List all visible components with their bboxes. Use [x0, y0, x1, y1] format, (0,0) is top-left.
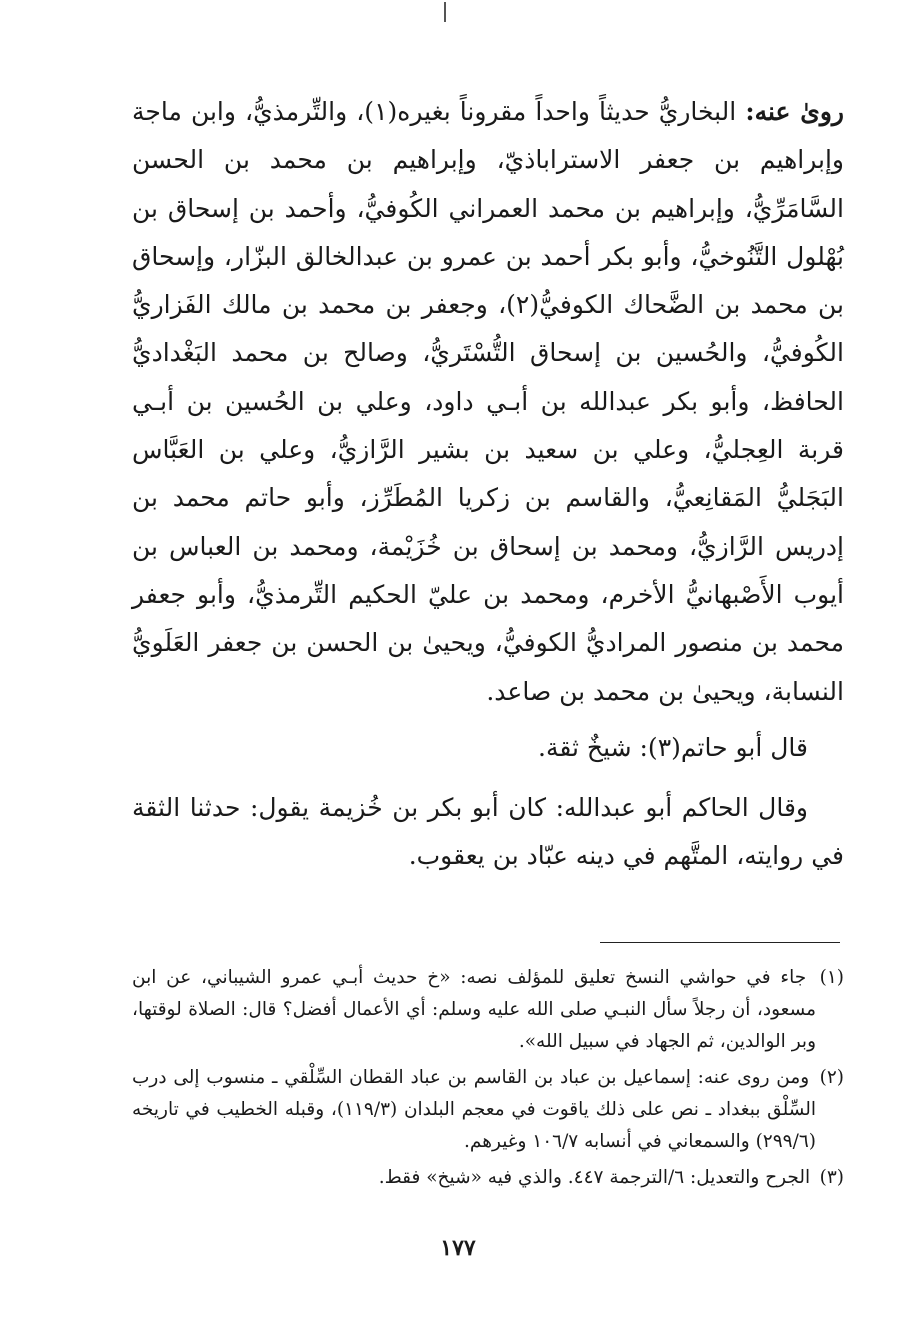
footnote-text: جاء في حواشي النسخ تعليق للمؤلف نصه: «خ حديث أبـي عمرو الشيباني، عن ابن مسعود، أن رجلاً سأل النبـي صلى الله عليه وسلم: أي الأعمال أفضل؟ قال: الصلاة لوقتها، وبر الوالدين، ثم الجهاد في سبيل الله».: [132, 967, 816, 1052]
page-top-mark: [444, 2, 446, 22]
footnote-text: ومن روى عنه: إسماعيل بن عباد بن القاسم بن عباد القطان السِّلْقي ـ منسوب إلى درب السِّلْق ببغداد ـ نص على ذلك ياقوت في معجم البلدان (١١٩/٣)، وقبله الخطيب في تاريخه (٢٩٩/٦) والسمعاني في أنسابه ١٠٦/٧ وغيرهم.: [132, 1067, 817, 1152]
main-text: [132, 88, 844, 881]
narrators-list: البخاريُّ حديثاً واحداً مقروناً بغيره(١)، والتِّرمذيُّ، وابن ماجة وإبراهيم بن جعفر الاستراباذيّ، وإبراهيم بن محمد بن الحسن السَّامَرِّيُّ، وإبراهيم بن محمد العمراني الكُوفيُّ، وأحمد بن إسحاق بن بُهْلول التَّنُوخيُّ، وأبو بكر أحمد بن عمرو بن عبدالخالق البزّار، وإسحاق بن محمد بن الضَّحاك الكوفيُّ(٢)، وجعفر بن محمد بن مالك الفَزاريُّ الكُوفيُّ، والحُسين بن إسحاق التُّسْتَريُّ، وصالح بن محمد البَغْداديُّ الحافظ، وأبو بكر عبدالله بن أبـي داود، وعلي بن الحُسين بن أبـي قربة العِجليُّ، وعلي بن سعيد بن بشير الرَّازيُّ، وعلي بن العَبَّاس البَجَليُّ المَقانِعيُّ، والقاسم بن زكريا المُطَرِّز، وأبو حاتم محمد بن إدريس الرَّازيُّ، ومحمد بن إسحاق بن خُزَيْمة، ومحمد بن العباس بن أيوب الأَصْبهانيُّ الأخرم، ومحمد بن عليّ الحكيم التِّرمذيُّ، وأبو جعفر محمد بن منصور المراديُّ الكوفيُّ، ويحيىٰ بن الحسن بن جعفر العَلَويُّ النسابة، ويحيىٰ بن محمد بن صاعد.: [132, 97, 845, 706]
footnote-number: (٢): [819, 1067, 844, 1088]
footnote-number: (١): [819, 967, 844, 988]
narrators-label: روىٰ عنه:: [745, 97, 844, 126]
footnote-text: الجرح والتعديل: ٦/الترجمة ٤٤٧. والذي فيه «شيخ» فقط.: [378, 1167, 811, 1188]
footnote-number: (٣): [819, 1167, 844, 1188]
paragraph-narrators: [132, 88, 844, 716]
page-number: ١٧٧: [440, 1235, 476, 1261]
paragraph-hakim: وقال الحاكم أبو عبدالله: كان أبو بكر بن خُزيمة يقول: حدثنا الثقة في روايته، المتَّهم في دينه عبّاد بن يعقوب.: [132, 793, 844, 871]
paragraph-abu-hatim: قال أبو حاتم(٣): شيخٌ ثقة.: [538, 732, 808, 762]
footnote-3: [132, 1162, 844, 1194]
footnotes: [132, 962, 844, 1198]
footnote-2: [132, 1062, 844, 1158]
footnote-1: [132, 962, 844, 1058]
footnote-separator: [600, 942, 840, 943]
